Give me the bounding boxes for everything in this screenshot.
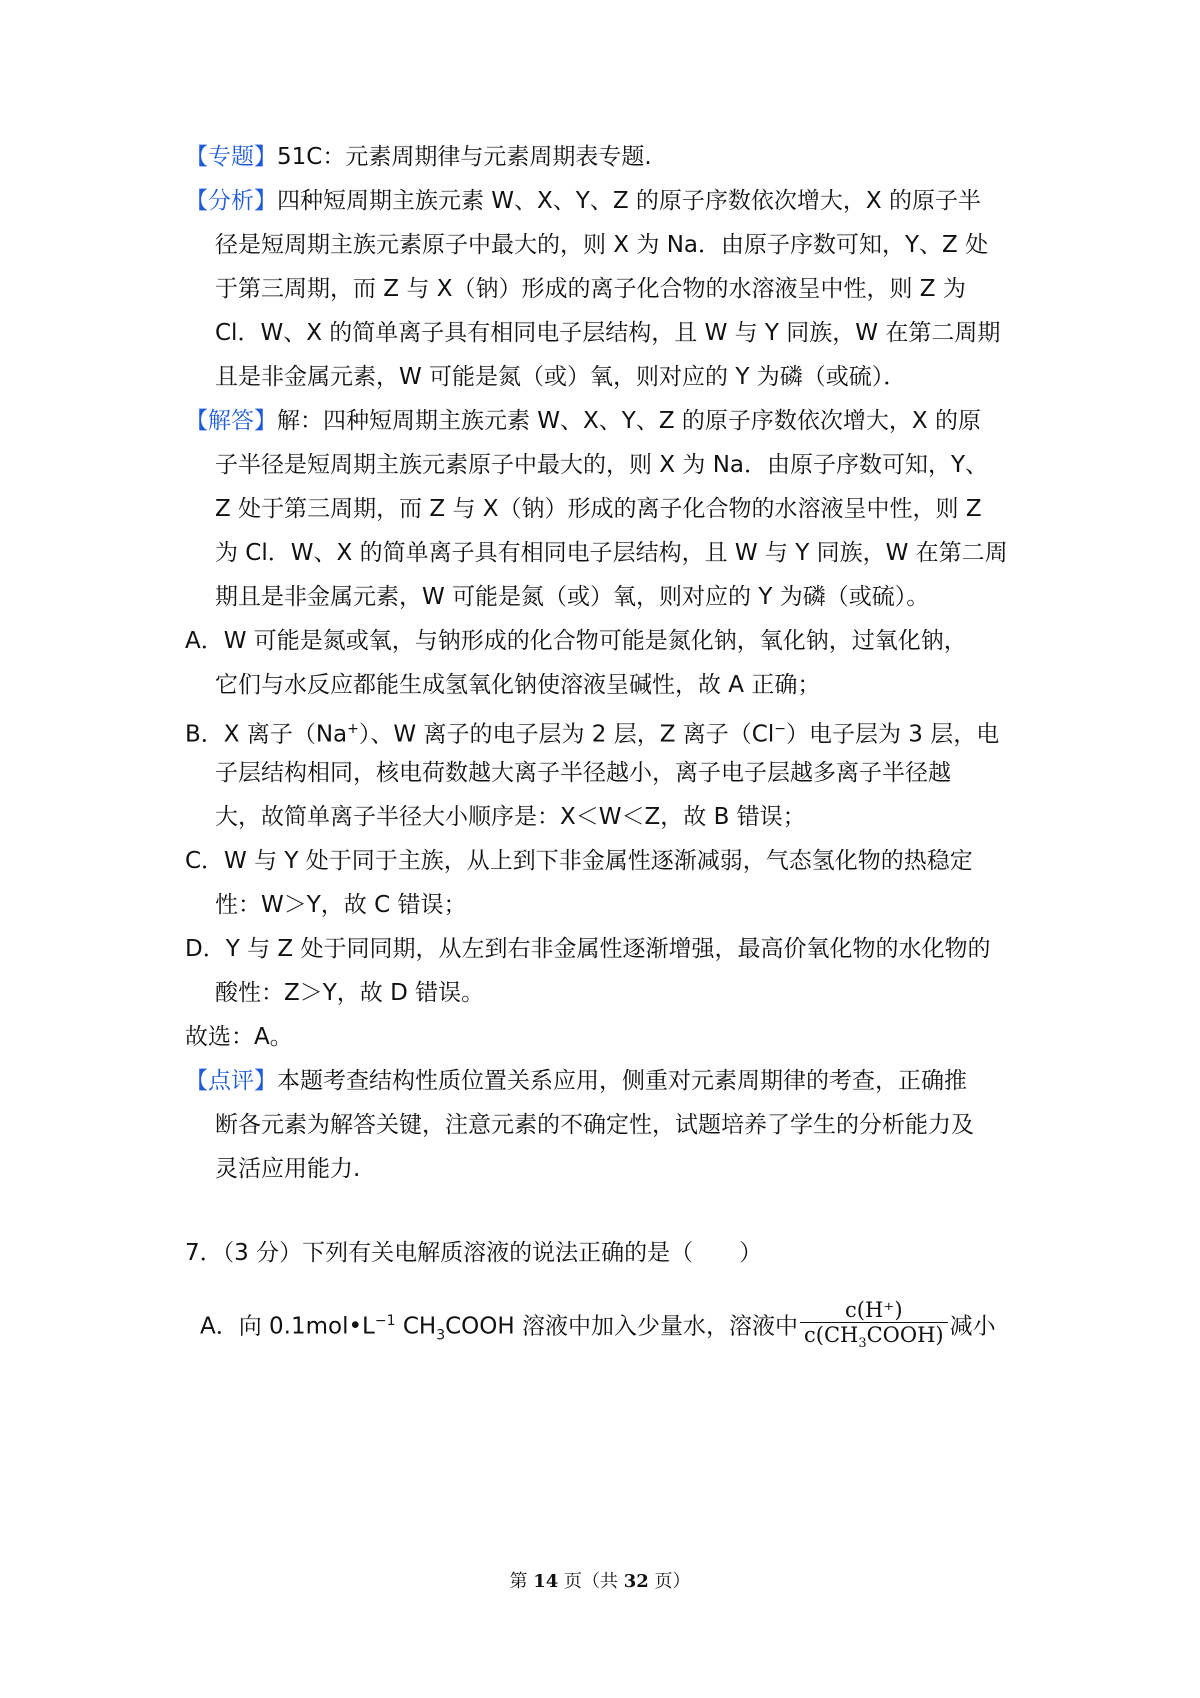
footer-pre: 第 bbox=[509, 1571, 534, 1592]
analysis-tag: 【分析】 bbox=[185, 188, 277, 214]
q7a-text-2: CH bbox=[395, 1313, 437, 1340]
option-b-analysis-2: 子层结构相同，核电荷数越大离子半径越小，离子电子层越多离子半径越 bbox=[215, 760, 951, 786]
page-footer bbox=[0, 1570, 1200, 1594]
option-b-analysis bbox=[185, 714, 1055, 750]
analysis-text: 四种短周期主族元素 W、X、Y、Z 的原子序数依次增大，X 的原子半 bbox=[277, 188, 981, 214]
option-d-analysis-2: 酸性：Z＞Y，故 D 错误。 bbox=[215, 980, 485, 1006]
comment-line bbox=[185, 1066, 1055, 1096]
comment-text: 本题考查结构性质位置关系应用，侧重对元素周期律的考查，正确推 bbox=[277, 1068, 967, 1094]
option-c-analysis-2: 性：W＞Y，故 C 错误； bbox=[215, 892, 467, 918]
topic-line bbox=[185, 142, 1055, 172]
fraction-numerator: c(H⁺) bbox=[800, 1298, 948, 1323]
option-b-text-2: ）、W 离子的电子层为 2 层，Z 离子（Cl bbox=[358, 721, 775, 748]
solution-line-4: 为 Cl．W、X 的简单离子具有相同电子层结构，且 W 与 Y 同族，W 在第二周 bbox=[215, 540, 1008, 566]
footer-post: 页） bbox=[648, 1571, 691, 1592]
analysis-line bbox=[185, 186, 1055, 216]
concentration-ratio-fraction bbox=[800, 1298, 948, 1356]
solution-text: 解：四种短周期主族元素 W、X、Y、Z 的原子序数依次增大，X 的原 bbox=[277, 408, 981, 434]
q7a-text-1: A．向 0.1mol•L bbox=[200, 1313, 375, 1340]
option-a-analysis-2: 它们与水反应都能生成氢氧化钠使溶液呈碱性，故 A 正确； bbox=[215, 672, 821, 698]
solution-tag: 【解答】 bbox=[185, 408, 277, 434]
analysis-line-5: 且是非金属元素，W 可能是氮（或）氧，则对应的 Y 为磷（或硫）． bbox=[215, 364, 907, 390]
option-b-text-1: B．X 离子（Na bbox=[185, 721, 348, 748]
option-b-analysis-3: 大，故简单离子半径大小顺序是：X＜W＜Z，故 B 错误； bbox=[215, 804, 806, 830]
analysis-line-3: 于第三周期，而 Z 与 X（钠）形成的离子化合物的水溶液呈中性，则 Z 为 bbox=[215, 276, 966, 302]
na-charge: + bbox=[347, 721, 359, 737]
comment-line-3: 灵活应用能力. bbox=[215, 1156, 361, 1182]
cl-charge: − bbox=[774, 721, 786, 737]
topic-tag: 【专题】 bbox=[185, 144, 277, 170]
answer-line: 故选：A。 bbox=[185, 1024, 293, 1050]
solution-line bbox=[185, 406, 1055, 436]
analysis-line-4: Cl．W、X 的简单离子具有相同电子层结构，且 W 与 Y 同族，W 在第二周期 bbox=[215, 320, 1001, 346]
question-7: 7．（3 分）下列有关电解质溶液的说法正确的是（ ） bbox=[185, 1240, 763, 1266]
q7a-text-3: COOH 溶液中加入少量水，溶液中 bbox=[445, 1313, 798, 1340]
option-d-analysis: D．Y 与 Z 处于同同期，从左到右非金属性逐渐增强，最高价氧化物的水化物的 bbox=[185, 936, 991, 962]
q7a-subscript: 3 bbox=[436, 1327, 446, 1344]
comment-line-2: 断各元素为解答关键，注意元素的不确定性，试题培养了学生的分析能力及 bbox=[215, 1112, 974, 1138]
fraction-denominator bbox=[800, 1323, 948, 1356]
solution-line-2: 子半径是短周期主族元素原子中最大的，则 X 为 Na．由原子序数可知，Y、 bbox=[215, 452, 989, 478]
footer-mid: 页（共 bbox=[558, 1571, 624, 1592]
question-7-option-a bbox=[200, 1296, 1070, 1360]
solution-line-5: 期且是非金属元素，W 可能是氮（或）氧，则对应的 Y 为磷（或硫）。 bbox=[215, 584, 930, 610]
den-part-1: c(CH bbox=[803, 1323, 859, 1348]
den-part-2: COOH) bbox=[866, 1323, 944, 1348]
solution-line-3: Z 处于第三周期，而 Z 与 X（钠）形成的离子化合物的水溶液呈中性，则 Z bbox=[215, 496, 982, 522]
footer-page-number: 14 bbox=[533, 1571, 559, 1592]
analysis-line-2: 径是短周期主族元素原子中最大的，则 X 为 Na．由原子序数可知，Y、Z 处 bbox=[215, 232, 989, 258]
comment-tag: 【点评】 bbox=[185, 1068, 277, 1094]
footer-total-pages: 32 bbox=[623, 1571, 649, 1592]
q7a-text-4: 减小 bbox=[949, 1313, 996, 1340]
option-b-text-3: ）电子层为 3 层，电 bbox=[785, 721, 1000, 748]
option-c-analysis: C．W 与 Y 处于同于主族，从上到下非金属性逐渐减弱，气态氢化物的热稳定 bbox=[185, 848, 973, 874]
q7a-unit-exponent: −1 bbox=[374, 1313, 396, 1329]
den-subscript: 3 bbox=[858, 1336, 867, 1352]
topic-text: 51C：元素周期律与元素周期表专题. bbox=[277, 144, 652, 170]
option-a-analysis: A．W 可能是氮或氧，与钠形成的化合物可能是氮化钠，氧化钠，过氧化钠， bbox=[185, 628, 967, 654]
